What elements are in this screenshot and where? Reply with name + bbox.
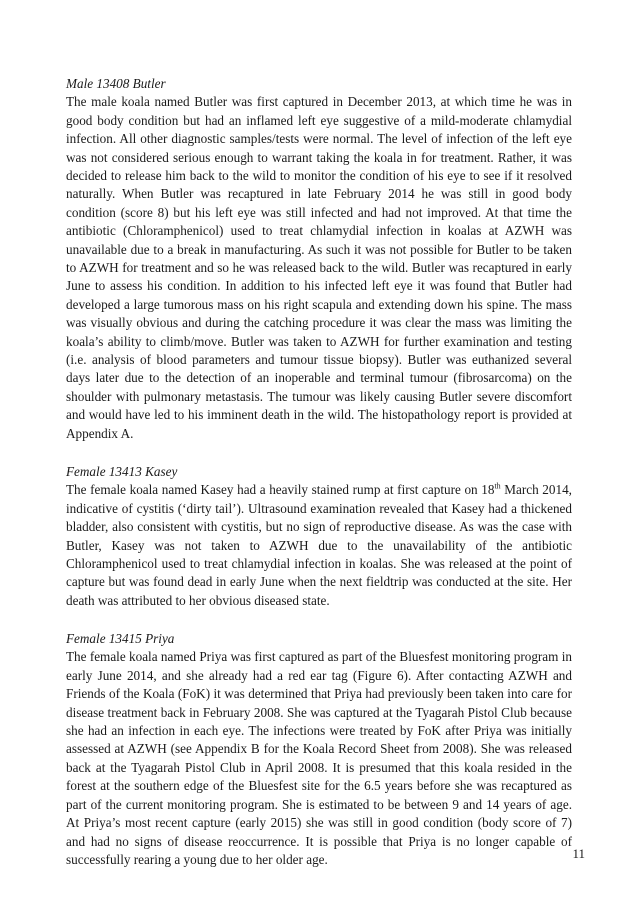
page-number: 11 [572,846,585,861]
section-priya [66,630,572,869]
section-paragraph: The female koala named Priya was first captured as part of the Bluesfest monitoring program in early June 2014, and she already had a red ear tag (Figure 6). After contacting AZWH and Friends of the Koala (FoK) it was determined that Priya had previously been taken into care for disease treatment back in February 2008. She was captured at the Tyagarah Pistol Club because she had an infection in each eye. The infections were treated by FoK after Priya was initially assessed at AZWH (see Appendix B for the Koala Record Sheet from 2008). She was released back at the Tyagarah Pistol Club in April 2008. It is presumed that this koala resided in the forest at the southern edge of the Bluesfest site for the 6.5 years before she was recaptured as part of the current monitoring program. She is estimated to be between 9 and 14 years of age. At Priya’s most recent capture (early 2015) she was still in good condition (body score of 7) and had no signs of disease reoccurrence. It is possible that Priya is no longer capable of successfully rearing a young due to her older age. [66,649,572,867]
section-butler [66,75,572,443]
section-heading: Female 13415 Priya [66,631,175,647]
section-paragraph: The male koala named Butler was first captured in December 2013, at which time he was in good body condition but had an inflamed left eye suggestive of a mild-moderate chlamydial infection. All other diagnostic samples/tests were normal. The level of infection of the left eye was not considered serious enough to warrant taking the koala in for treatment. Rather, it was decided to release him back to the wild to monitor the condition of his eye to see if it resolved naturally. When Butler was recaptured in late February 2014 he was still in good body condition (score 8) but his left eye was still infected and had not improved. At that time the antibiotic (Chloramphenicol) used to treat chlamydial infection in koalas at AZWH was unavailable due to a break in manufacturing. As such it was not possible for Butler to be taken to AZWH for treatment and so he was released back to the wild. Butler was recaptured in early June to assess his condition. In addition to his infected left eye it was found that Butler had developed a large tumorous mass on his right scapula and extending down his spine. The mass was visually obvious and during the catching procedure it was clear the mass was limiting the koala’s ability to climb/move. Butler was taken to AZWH for further examination and testing (i.e. analysis of blood parameters and tumour tissue biopsy). Butler was euthanized several days later due to the detection of an inoperable and terminal tumour (fibrosarcoma) on the shoulder with pulmonary metastasis. The tumour was likely causing Butler severe discomfort and would have led to his imminent death in the wild. The histopathology report is provided at Appendix A. [66,94,572,441]
section-kasey [66,463,572,610]
section-heading: Female 13413 Kasey [66,464,178,480]
paragraph-text-before-superscript: The female koala named Kasey had a heavily stained rump at first capture on 18 [66,482,495,498]
ordinal-superscript: th [494,481,501,491]
section-heading: Male 13408 Butler [66,76,166,91]
paragraph-text-after-superscript: March 2014, indicative of cystitis (‘dirty tail’). Ultrasound examination revealed that Kasey had a thickened bladder, also consistent with cystitis, but no sign of reproductive disease. As was the case with Butler, Kasey was not taken to AZWH due to the unavailability of the antibiotic Chloramphenicol used to treat chlamydial infection in koalas. She was released at the point of capture but was found dead in early June when the next fieldtrip was conducted at the site. Her death was attributed to her obvious diseased state. [66,482,572,608]
page-content [66,75,572,889]
section-paragraph [66,481,572,610]
